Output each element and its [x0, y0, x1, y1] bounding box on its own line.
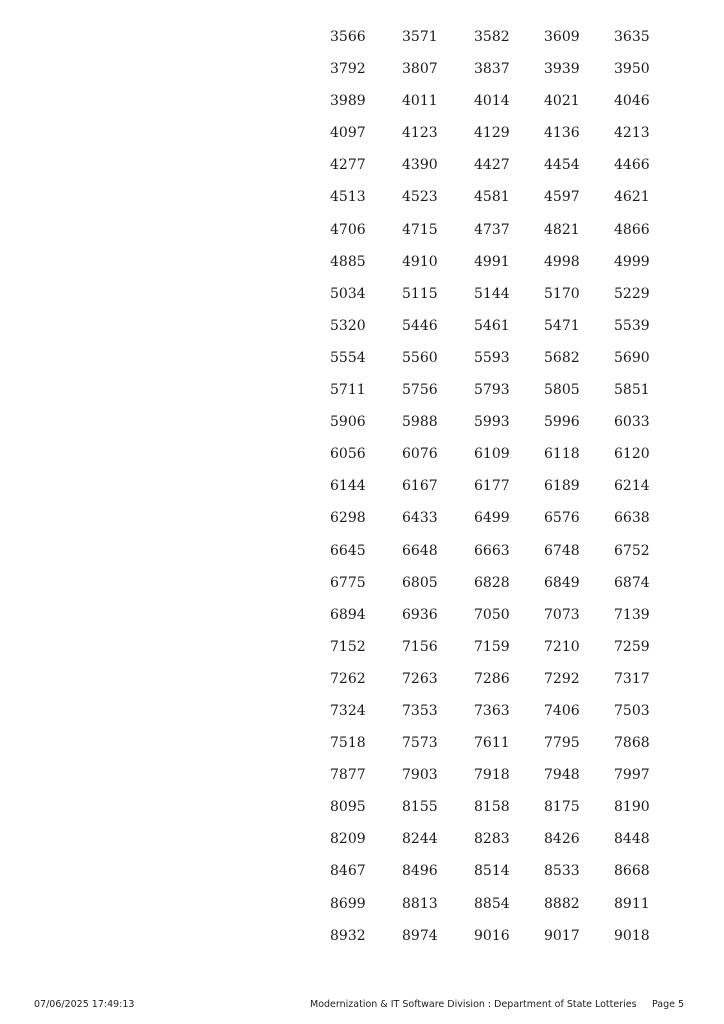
- number-cell: 9018: [614, 927, 650, 944]
- number-cell: 8699: [330, 895, 366, 912]
- number-cell: 4998: [544, 253, 580, 270]
- number-cell: 8496: [402, 863, 438, 880]
- number-cell: 7324: [330, 702, 366, 719]
- number-cell: 7262: [330, 670, 366, 687]
- number-cell: 3989: [330, 93, 366, 110]
- number-cell: 5170: [544, 285, 580, 302]
- number-cell: 5115: [402, 285, 438, 302]
- number-cell: 5446: [402, 317, 438, 334]
- number-cell: 6167: [402, 478, 438, 495]
- number-cell: 3837: [474, 61, 510, 78]
- number-cell: 5034: [330, 285, 366, 302]
- number-cell: 3609: [544, 29, 580, 45]
- number-cell: 4706: [330, 221, 366, 238]
- number-cell: 3950: [614, 61, 650, 78]
- number-cell: 8467: [330, 863, 366, 880]
- number-cell: 4129: [474, 125, 510, 142]
- number-cell: 7868: [614, 735, 650, 752]
- number-cell: 4737: [474, 221, 510, 238]
- number-cell: 4866: [614, 221, 650, 238]
- number-cell: 7795: [544, 735, 580, 752]
- number-cell: 6298: [330, 510, 366, 527]
- number-cell: 7139: [614, 606, 650, 623]
- number-cell: 5682: [544, 349, 580, 366]
- number-cell: 5539: [614, 317, 650, 334]
- number-cell: 6849: [544, 574, 580, 591]
- number-cell: 5756: [402, 382, 438, 399]
- number-cell: 6109: [474, 446, 510, 463]
- number-cell: 6120: [614, 446, 650, 463]
- number-cell: 6177: [474, 478, 510, 495]
- footer-division: Modernization & IT Software Division : Department of State Lotteries: [310, 999, 637, 1010]
- number-cell: 6576: [544, 510, 580, 527]
- number-cell: 6118: [544, 446, 580, 463]
- number-cell: 4046: [614, 93, 650, 110]
- footer-page-number: Page 5: [652, 999, 685, 1010]
- number-cell: 6144: [330, 478, 366, 495]
- number-cell: 5320: [330, 317, 366, 334]
- number-cell: 6033: [614, 414, 650, 431]
- number-cell: 7611: [474, 735, 510, 752]
- number-cell: 4715: [402, 221, 438, 238]
- number-cell: 7286: [474, 670, 510, 687]
- number-cell: 3792: [330, 61, 366, 78]
- number-cell: 5711: [330, 382, 366, 399]
- number-cell: 4885: [330, 253, 366, 270]
- number-cell: 5461: [474, 317, 510, 334]
- number-cell: 3939: [544, 61, 580, 78]
- number-cell: 6828: [474, 574, 510, 591]
- number-cell: 4011: [402, 93, 438, 110]
- number-cell: 9016: [474, 927, 510, 944]
- number-cell: 4991: [474, 253, 510, 270]
- number-cell: 5996: [544, 414, 580, 431]
- number-cell: 4597: [544, 189, 580, 206]
- number-cell: 5229: [614, 285, 650, 302]
- number-cell: 7292: [544, 670, 580, 687]
- number-cell: 4466: [614, 157, 650, 174]
- number-cell: 5554: [330, 349, 366, 366]
- number-cell: 6936: [402, 606, 438, 623]
- number-cell: 8426: [544, 831, 580, 848]
- number-cell: 6433: [402, 510, 438, 527]
- number-cell: 3566: [330, 29, 366, 45]
- number-cell: 8514: [474, 863, 510, 880]
- number-cell: 7877: [330, 767, 366, 784]
- footer-datetime: 07/06/2025 17:49:13: [34, 999, 135, 1010]
- number-cell: 7152: [330, 638, 366, 655]
- number-cell: 4390: [402, 157, 438, 174]
- number-cell: 7263: [402, 670, 438, 687]
- number-cell: 5560: [402, 349, 438, 366]
- number-cell: 8854: [474, 895, 510, 912]
- number-cell: 6663: [474, 542, 510, 559]
- number-cell: 8533: [544, 863, 580, 880]
- number-cell: 7406: [544, 702, 580, 719]
- number-cell: 9017: [544, 927, 580, 944]
- number-cell: 8209: [330, 831, 366, 848]
- number-cell: 4910: [402, 253, 438, 270]
- number-cell: 4021: [544, 93, 580, 110]
- number-cell: 3571: [402, 29, 438, 45]
- number-cell: 5793: [474, 382, 510, 399]
- number-cell: 3807: [402, 61, 438, 78]
- number-cell: 5690: [614, 349, 650, 366]
- number-cell: 7159: [474, 638, 510, 655]
- number-cell: 5471: [544, 317, 580, 334]
- number-cell: 4513: [330, 189, 366, 206]
- number-cell: 6638: [614, 510, 650, 527]
- number-cell: 7518: [330, 735, 366, 752]
- number-cell: 7317: [614, 670, 650, 687]
- number-cell: 4621: [614, 189, 650, 206]
- number-cell: 6645: [330, 542, 366, 559]
- number-cell: 8882: [544, 895, 580, 912]
- number-cell: 4123: [402, 125, 438, 142]
- number-cell: 7997: [614, 767, 650, 784]
- winning-numbers-grid: [330, 26, 670, 957]
- number-cell: 4427: [474, 157, 510, 174]
- number-cell: 7503: [614, 702, 650, 719]
- number-cell: 6775: [330, 574, 366, 591]
- number-cell: 4581: [474, 189, 510, 206]
- number-cell: 7948: [544, 767, 580, 784]
- number-cell: 6189: [544, 478, 580, 495]
- number-cell: 5988: [402, 414, 438, 431]
- number-cell: 8155: [402, 799, 438, 816]
- number-cell: 8813: [402, 895, 438, 912]
- number-cell: 6076: [402, 446, 438, 463]
- number-cell: 7210: [544, 638, 580, 655]
- number-cell: 5805: [544, 382, 580, 399]
- number-cell: 4014: [474, 93, 510, 110]
- number-cell: 7903: [402, 767, 438, 784]
- number-cell: 6894: [330, 606, 366, 623]
- number-cell: 4097: [330, 125, 366, 142]
- number-cell: 8974: [402, 927, 438, 944]
- number-cell: 5993: [474, 414, 510, 431]
- number-cell: 4821: [544, 221, 580, 238]
- number-cell: 6214: [614, 478, 650, 495]
- number-cell: 4454: [544, 157, 580, 174]
- number-cell: 7363: [474, 702, 510, 719]
- number-cell: 8190: [614, 799, 650, 816]
- number-cell: 3582: [474, 29, 510, 45]
- number-cell: 7918: [474, 767, 510, 784]
- number-cell: 6752: [614, 542, 650, 559]
- number-cell: 7156: [402, 638, 438, 655]
- number-cell: 4999: [614, 253, 650, 270]
- number-cell: 8911: [614, 895, 650, 912]
- number-cell: 8095: [330, 799, 366, 816]
- number-cell: 8158: [474, 799, 510, 816]
- number-cell: 8932: [330, 927, 366, 944]
- number-cell: 8448: [614, 831, 650, 848]
- number-cell: 8244: [402, 831, 438, 848]
- number-cell: 6499: [474, 510, 510, 527]
- number-cell: 5851: [614, 382, 650, 399]
- number-cell: 7573: [402, 735, 438, 752]
- number-cell: 6748: [544, 542, 580, 559]
- number-cell: 4213: [614, 125, 650, 142]
- number-cell: 4277: [330, 157, 366, 174]
- number-cell: 6874: [614, 574, 650, 591]
- number-cell: 4136: [544, 125, 580, 142]
- number-cell: 4523: [402, 189, 438, 206]
- number-cell: 6805: [402, 574, 438, 591]
- number-cell: 8283: [474, 831, 510, 848]
- number-cell: 7050: [474, 606, 510, 623]
- number-cell: 7259: [614, 638, 650, 655]
- number-cell: 7073: [544, 606, 580, 623]
- number-cell: 5144: [474, 285, 510, 302]
- number-cell: 7353: [402, 702, 438, 719]
- number-cell: 8175: [544, 799, 580, 816]
- number-cell: 8668: [614, 863, 650, 880]
- number-cell: 6648: [402, 542, 438, 559]
- number-cell: 5906: [330, 414, 366, 431]
- number-cell: 5593: [474, 349, 510, 366]
- number-cell: 6056: [330, 446, 366, 463]
- number-cell: 3635: [614, 29, 650, 45]
